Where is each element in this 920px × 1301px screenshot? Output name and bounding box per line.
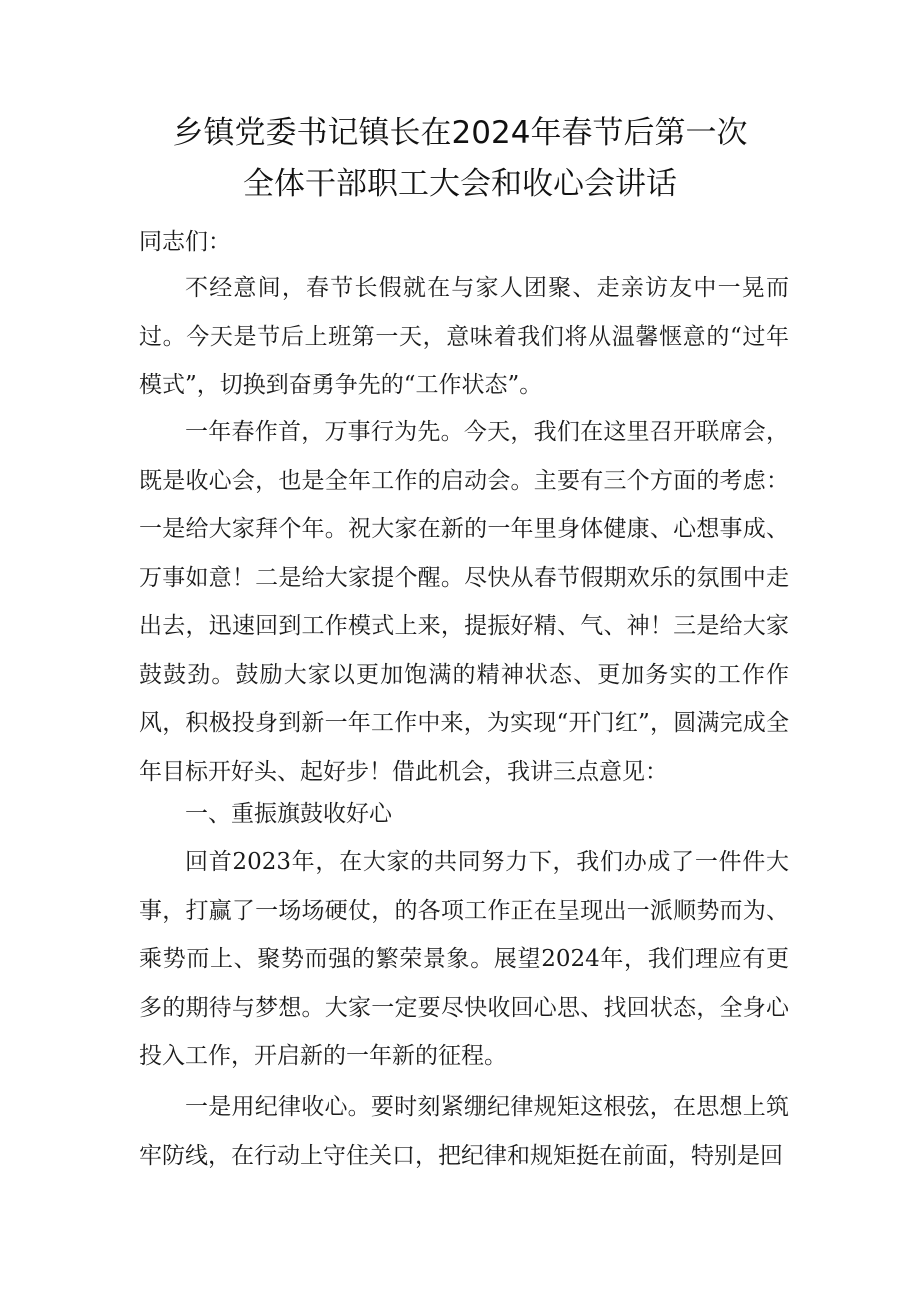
section-heading-1: 一、重振旗鼓收好心: [185, 801, 392, 827]
paragraph-4: 一是用纪律收心。要时刻紧绷纪律规矩这根弦，在思想上筑牢防线，在行动上守住关口，把纪律和规矩挺在前面，特别是回: [139, 1094, 789, 1169]
paragraph-1: 不经意间，春节长假就在与家人团聚、走亲访友中一晃而过。今天是节后上班第一天，意味着我们将从温馨惬意的“过年模式”，切换到奋勇争先的“工作状态”。: [139, 275, 789, 398]
document-title-line-2: 全体干部职工大会和收心会讲话: [243, 166, 677, 202]
paragraph-2: 一年春作首，万事行为先。今天，我们在这里召开联席会，既是收心会，也是全年工作的启动会。主要有三个方面的考虑：一是给大家拜个年。祝大家在新的一年里身体健康、心想事成、万事如意！二是给大家提个醒。尽快从春节假期欢乐的氛围中走出去，迅速回到工作模式上来，提振好精、气、神！三是给大家鼓鼓劲。鼓励大家以更加饱满的精神状态、更加务实的工作作风，积极投身到新一年工作中来，为实现“开门红”，圆满完成全年目标开好头、起好步！借此机会，我讲三点意见：: [139, 419, 789, 785]
document-title-line-1: 乡镇党委书记镇长在2024年春节后第一次: [172, 115, 748, 151]
paragraph-3: 回首2023年，在大家的共同努力下，我们办成了一件件大事，打赢了一场场硬仗，的各项工作正在呈现出一派顺势而为、乘势而上、聚势而强的繁荣景象。展望2024年，我们理应有更多的期待与梦想。大家一定要尽快收回心思、找回状态，全身心投入工作，开启新的一年新的征程。: [139, 849, 789, 1069]
salutation: 同志们：: [139, 229, 231, 255]
